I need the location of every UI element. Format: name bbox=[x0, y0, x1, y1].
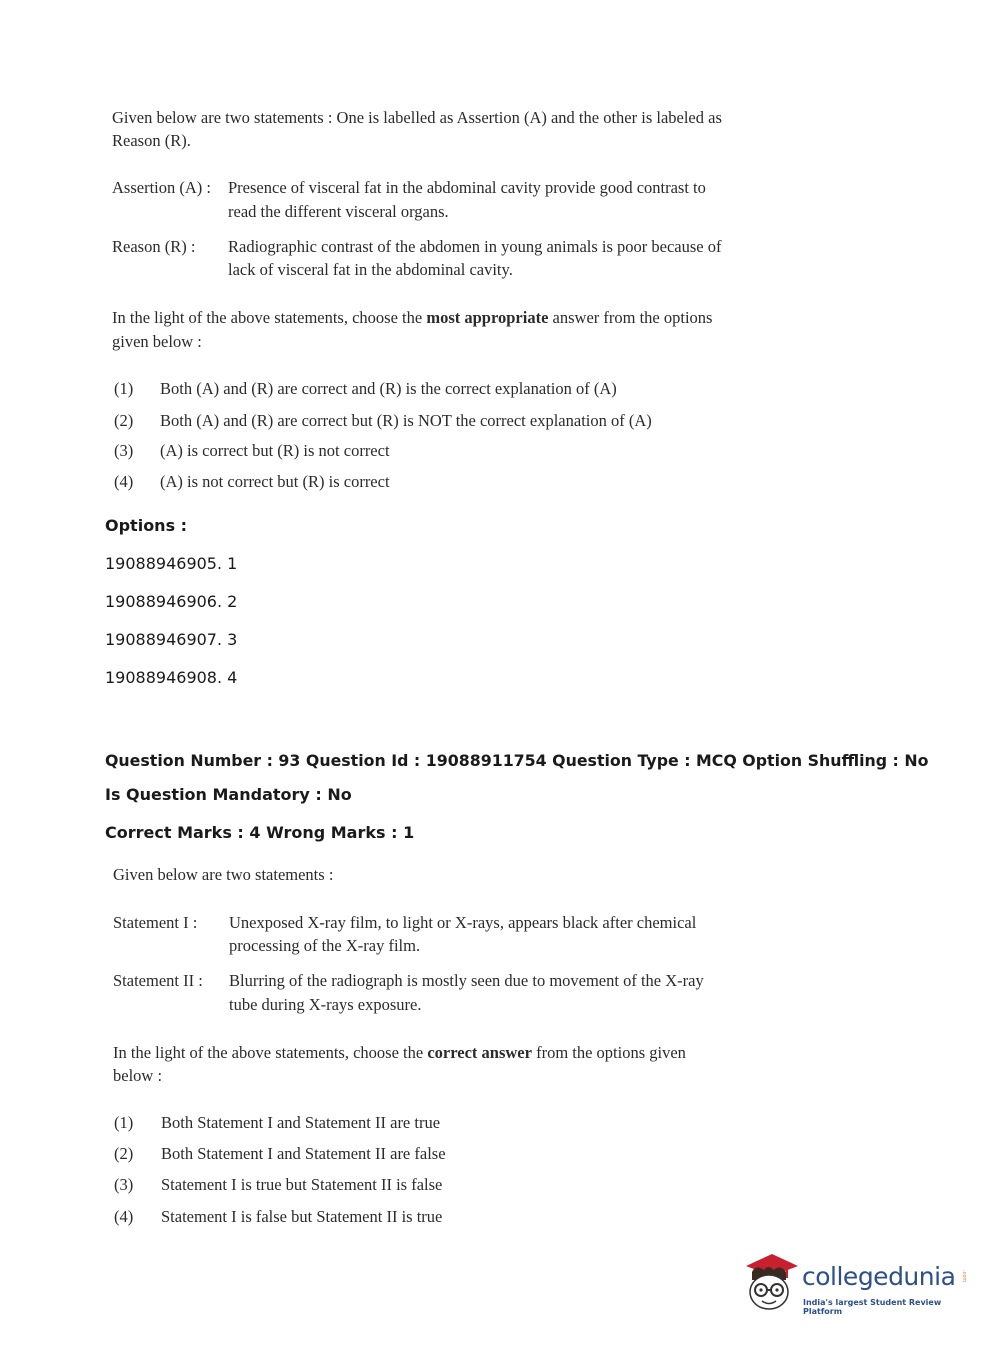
q1-choice-text: Both (A) and (R) are correct but (R) is NOT the correct explanation of (A) bbox=[160, 411, 652, 430]
mascot-icon bbox=[742, 1250, 800, 1312]
q1-assertion-label: Assertion (A) : bbox=[112, 178, 211, 197]
q1-assertion-line1: Presence of visceral fat in the abdominal cavity provide good contrast to bbox=[228, 178, 706, 197]
q2-prompt-post: from the options given bbox=[536, 1043, 686, 1062]
q1-choice-number: (4) bbox=[114, 472, 134, 491]
q1-prompt-post: answer from the options bbox=[552, 308, 713, 327]
q1-choice-text: (A) is not correct but (R) is correct bbox=[160, 472, 390, 491]
q1-assertion-line2: read the different visceral organs. bbox=[228, 202, 449, 221]
q2-meta-line1: Question Number : 93 Question Id : 19088911754 Question Type : MCQ Option Shuffling : No bbox=[105, 751, 929, 770]
option-item: 19088946905. 1 bbox=[105, 554, 238, 573]
logo-name: collegedunia bbox=[802, 1262, 956, 1291]
q2-choice-text: Statement I is false but Statement II is true bbox=[161, 1207, 443, 1226]
q1-prompt-pre: In the light of the above statements, choose the bbox=[112, 308, 423, 327]
q2-statement1-label: Statement I : bbox=[113, 913, 198, 932]
q1-intro-line2: Reason (R). bbox=[112, 131, 191, 150]
q2-statement2-line1: Blurring of the radiograph is mostly seen due to movement of the X-ray bbox=[229, 971, 704, 990]
logo-tagline: India's largest Student Review Platform bbox=[803, 1298, 942, 1316]
q1-choice-number: (3) bbox=[114, 441, 134, 460]
q1-intro-line1: Given below are two statements : One is labelled as Assertion (A) and the other is labeled as bbox=[112, 108, 722, 127]
q2-meta-line3: Correct Marks : 4 Wrong Marks : 1 bbox=[105, 823, 415, 842]
q2-choice-text: Both Statement I and Statement II are false bbox=[161, 1144, 446, 1163]
q2-statement2-label: Statement II : bbox=[113, 971, 203, 990]
q2-choice-number: (1) bbox=[114, 1113, 134, 1132]
option-item: 19088946906. 2 bbox=[105, 592, 238, 611]
q1-prompt-bold: most appropriate bbox=[426, 308, 549, 327]
q1-reason-line1: Radiographic contrast of the abdomen in young animals is poor because of bbox=[228, 237, 722, 256]
q2-meta-line2: Is Question Mandatory : No bbox=[105, 785, 352, 804]
q1-reason-line2: lack of visceral fat in the abdominal cavity. bbox=[228, 260, 513, 279]
q2-choice-number: (2) bbox=[114, 1144, 134, 1163]
q1-reason-label: Reason (R) : bbox=[112, 237, 196, 256]
q1-choice-text: Both (A) and (R) are correct and (R) is the correct explanation of (A) bbox=[160, 379, 617, 398]
q2-choice-number: (3) bbox=[114, 1175, 134, 1194]
q2-statement2-line2: tube during X-rays exposure. bbox=[229, 995, 422, 1014]
q1-prompt-line1 bbox=[112, 306, 712, 329]
q2-choice-number: (4) bbox=[114, 1207, 134, 1226]
q2-statement1-line1: Unexposed X-ray film, to light or X-rays, appears black after chemical bbox=[229, 913, 697, 932]
collegedunia-logo[interactable] bbox=[742, 1248, 972, 1318]
q2-choice-text: Statement I is true but Statement II is false bbox=[161, 1175, 443, 1194]
option-item: 19088946908. 4 bbox=[105, 668, 238, 687]
logo-dotcom: .com bbox=[961, 1270, 967, 1283]
q2-prompt-line1 bbox=[113, 1041, 686, 1064]
options-heading: Options : bbox=[105, 516, 188, 535]
q2-choice-text: Both Statement I and Statement II are true bbox=[161, 1113, 441, 1132]
q1-choice-number: (1) bbox=[114, 379, 134, 398]
q2-prompt-bold: correct answer bbox=[427, 1043, 532, 1062]
q1-choice-text: (A) is correct but (R) is not correct bbox=[160, 441, 390, 460]
q2-prompt-line2: below : bbox=[113, 1066, 163, 1085]
q2-intro: Given below are two statements : bbox=[113, 865, 334, 884]
q1-prompt-line2: given below : bbox=[112, 332, 202, 351]
option-item: 19088946907. 3 bbox=[105, 630, 238, 649]
q2-statement1-line2: processing of the X-ray film. bbox=[229, 936, 421, 955]
q1-choice-number: (2) bbox=[114, 411, 134, 430]
q2-prompt-pre: In the light of the above statements, choose the bbox=[113, 1043, 424, 1062]
